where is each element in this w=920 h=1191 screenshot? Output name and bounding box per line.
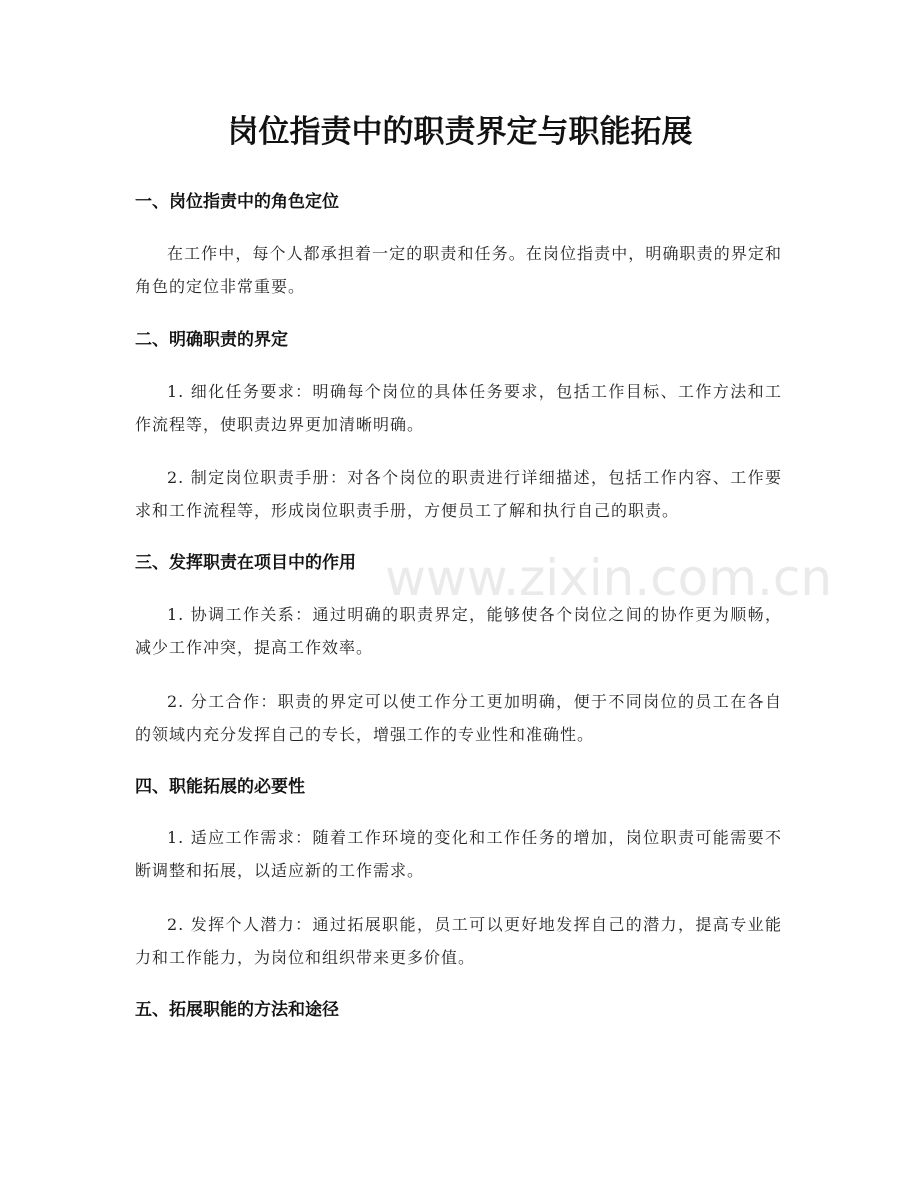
section-heading-2: 二、明确职责的界定 <box>135 330 288 350</box>
section-heading-4: 四、职能拓展的必要性 <box>135 777 305 797</box>
section-4-paragraph-2: 2. 发挥个人潜力：通过拓展职能，员工可以更好地发挥自己的潜力，提高专业能力和工作能力，为岗位和组织带来更多价值。 <box>135 915 782 967</box>
section-heading-5: 五、拓展职能的方法和途径 <box>135 1000 339 1020</box>
section-heading-3: 三、发挥职责在项目中的作用 <box>135 553 356 573</box>
section-heading-1: 一、岗位指责中的角色定位 <box>135 192 339 212</box>
section-1-paragraph-1: 在工作中，每个人都承担着一定的职责和任务。在岗位指责中，明确职责的界定和角色的定位非常重要。 <box>135 244 782 296</box>
section-3-paragraph-1: 1. 协调工作关系：通过明确的职责界定，能够使各个岗位之间的协作更为顺畅，减少工作冲突，提高工作效率。 <box>135 605 782 657</box>
section-2-paragraph-1: 1. 细化任务要求：明确每个岗位的具体任务要求，包括工作目标、工作方法和工作流程等，使职责边界更加清晰明确。 <box>135 382 782 434</box>
section-3-paragraph-2: 2. 分工合作：职责的界定可以使工作分工更加明确，便于不同岗位的员工在各自的领域内充分发挥自己的专长，增强工作的专业性和准确性。 <box>135 692 782 744</box>
watermark: www.zixin.com.cn <box>385 549 833 607</box>
document-title: 岗位指责中的职责界定与职能拓展 <box>227 114 693 150</box>
section-2-paragraph-2: 2. 制定岗位职责手册：对各个岗位的职责进行详细描述，包括工作内容、工作要求和工作流程等，形成岗位职责手册，方便员工了解和执行自己的职责。 <box>135 468 782 520</box>
section-4-paragraph-1: 1. 适应工作需求：随着工作环境的变化和工作任务的增加，岗位职责可能需要不断调整和拓展，以适应新的工作需求。 <box>135 828 782 880</box>
